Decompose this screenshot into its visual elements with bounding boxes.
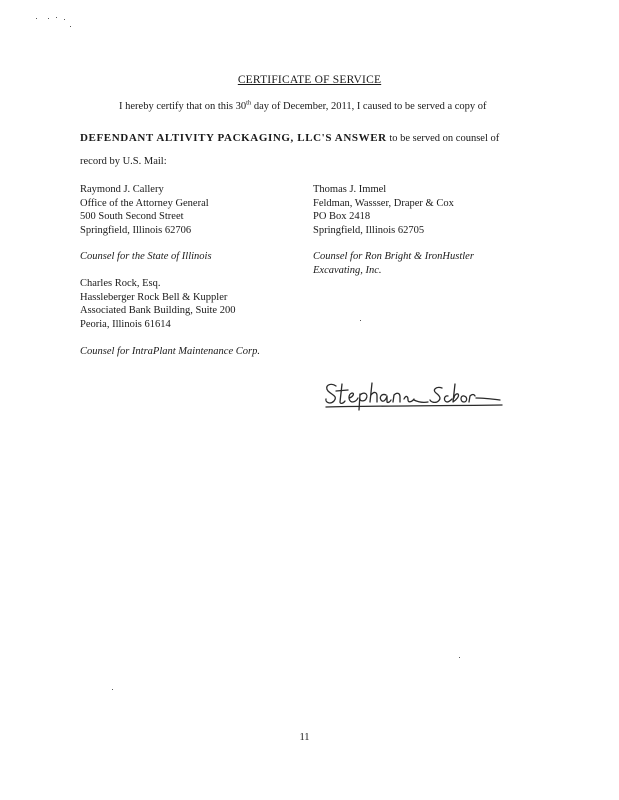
certificate-title: CERTIFICATE OF SERVICE — [237, 74, 382, 86]
recipient-role: Counsel for the State of Illinois — [80, 251, 212, 262]
recipient-role: Counsel for IntraPlant Maintenance Corp. — [80, 346, 260, 357]
scan-speck — [360, 320, 361, 321]
recipient-role: Counsel for Ron Bright & IronHustler Excavating, Inc. — [313, 251, 474, 276]
document-name: DEFENDANT ALTIVITY PACKAGING, LLC'S ANSWER — [80, 132, 387, 144]
page-number: 11 — [299, 732, 310, 743]
recipient-address: Raymond J. Callery Office of the Attorney General 500 South Second Street Springfield, Illinois 62706 — [80, 184, 209, 236]
scan-speck — [48, 18, 49, 19]
scan-speck — [36, 18, 37, 19]
scan-speck — [112, 689, 113, 690]
document-name-line: DEFENDANT ALTIVITY PACKAGING, LLC'S ANSWER to be served on counsel of — [80, 132, 500, 144]
certify-line: I hereby certify that on this 30th day of December, 2011, I caused to be served a copy of — [119, 99, 487, 112]
recipient-address: Thomas J. Immel Feldman, Wassser, Draper & Cox PO Box 2418 Springfield, Illinois 62705 — [313, 184, 454, 236]
scan-speck — [70, 26, 71, 27]
scan-speck — [459, 657, 460, 658]
scan-speck — [64, 19, 65, 20]
record-line: record by U.S. Mail: — [80, 156, 167, 167]
handwritten-signature — [322, 378, 508, 412]
scan-speck — [56, 17, 57, 18]
recipient-address: Charles Rock, Esq. Hassleberger Rock Bell & Kuppler Associated Bank Building, Suite 200 Peoria, Illinois 61614 — [80, 278, 236, 330]
